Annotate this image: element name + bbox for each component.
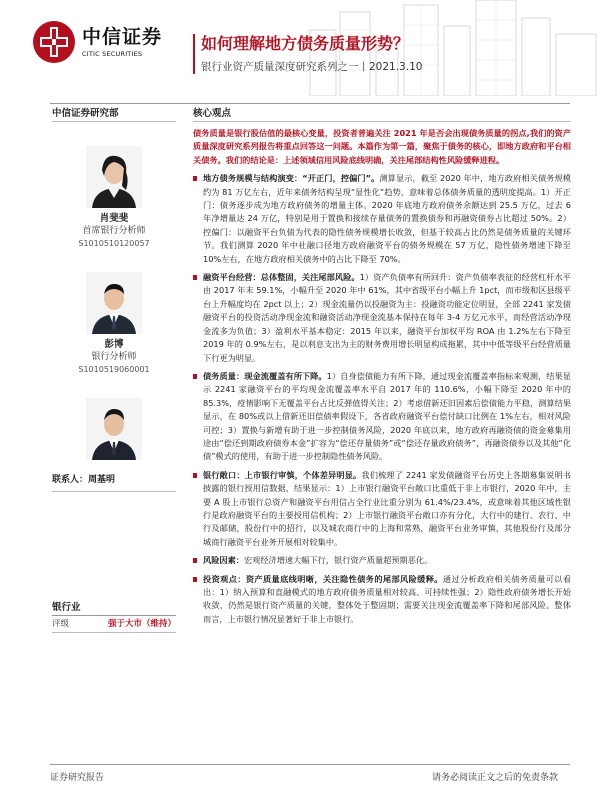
analyst-card	[52, 146, 176, 250]
point-heading: 债务质量：现金流覆盖有所下降。	[203, 370, 327, 381]
bullet-point	[193, 271, 571, 365]
point-body: 测算显示，截至 2020 年中，地方政府相关债务规模约为 81 万亿左右，近年来债务结构呈现“显性化”趋势，意味着总体债务质量的透明度提高。1）开正门：债务逐步成为地方政府债务的增量主体。2020 年底地方政府债务余额达到 25.5 万亿，过去 6 年净增量达 24 万亿，特别是用于置换和接续存量债务的置换债券和再融资债券占比超过 50%。2）控偏门：以融资平台负债为代表的隐性债务规模增长收敛，但基于较高占比仍然是债务质量的关键环节。我们测算 2020 年中社融口径地方政府融资平台的债务规模在 57 万亿，隐性债务增速下降至 10%左右，在地方政府相关债务中的占比下降至 70%。	[203, 173, 571, 264]
point-body: 宏观经济增速大幅下行，银行资产质量超预期恶化。	[243, 555, 433, 566]
bullet-point	[193, 370, 571, 464]
bullet-point	[193, 469, 571, 549]
analyst-license-id: S1010519060001	[78, 365, 150, 374]
analyst-card	[52, 272, 176, 376]
contact-person: 联系人：周基明	[52, 475, 116, 485]
main-content	[193, 106, 571, 626]
contact-divider	[52, 491, 176, 492]
left-sidebar	[52, 106, 176, 492]
point-body: 1）资产负债率有所回升：资产负债率表征的经营杠杆水平由 2017 年末 59.1%，小幅升至 2020 年中 61%，其中省级平台小幅上升 1pct，而市级和区县级平台上升幅度均在 2pct 以上；2）现金流量仍以投融资为主：投融资功能定位明显，全部 2241 家发债融资平台的投资活动净现金流和融资活动净现金流基本保持在每年 3-4 万亿元水平，而经营活动净现金流多为负值；3）盈利水平基本稳定：2015 年以来，融资平台加权平均 ROA 由 1.2%左右下降至 2019 年的 0.9%左右，是以利息支出为主的财务费用增长明显构成拖累，其中中低等级平台经营质量下行更为明显。	[203, 272, 571, 363]
logo-english-name: CITIC SECURITIES	[82, 50, 143, 58]
core-summary: 债务质量是银行股估值的最核心变量，投资者普遍关注 2021 年是否会出现债务质量的拐点,我们的资产质量深度研究系列报告将重点回答这一问题。本篇作为第一篇，聚焦于债务的核心，即地方政府和平台相关债务。我们的结论是：上述领域信用风险底线明确，关注尾部结构性风险缓释进程。	[193, 128, 571, 165]
analyst-photo-icon	[86, 272, 142, 334]
footer-divider	[50, 764, 570, 765]
point-heading: 投资观点：资产质量底线明晰，关注隐性债务的尾部风险缓释。	[203, 573, 443, 584]
analyst-name: 肖斐斐	[99, 213, 129, 224]
point-body: 1）自身偿债能力有所下降，通过现金流覆盖率指标来观测，结果显示 2241 家融资平台的平均现金流覆盖率水平自 2017 年的 110.6%，小幅下降至 2020 年中的 85.3%，疫情影响下无覆盖平台占比反弹值得关注；2）考虑借新还旧因素后偿债能力平稳，测算结果显示，在 80%或以上借新还旧偿债率假设下，各省政府融资平台偿付缺口比例在 1%左右，相对风险可控；3）置换与新增有助于进一步控制债务风险，2020 年底以来，地方政府再融资债的资金募集用途由“偿还到期政府债券本金”扩容为“偿还存量债务”或“偿还存量政府债务”，再融资债券以及其他“化债”模式的使用，有助于进一步控制隐性债务风险。	[203, 370, 571, 462]
point-body: 我们梳理了 2241 家发债融资平台历史上各期募集说明书披露的银行授用信数据，结果显示：1）上市银行融资平台敞口比重低于非上市银行，2020 年中，主要 A 股上市银行总资产和融资平台用信占全行业比重分别为 61.4%/23.4%，或意味着其他区域性银行是政府融资平台的主要授用信机构；2）上市银行融资平台敞口亦有分化，大行中的建行、农行、中行及邮储，股份行中的招行，以及城农商行中的上海和常熟，融资平台业务审慎，其他股份行及部分城商行融资平台业务开展相对较集中。	[203, 469, 571, 547]
analyst-role: 银行分析师	[91, 352, 137, 362]
bullet-point	[193, 172, 571, 266]
rating-label: 评级	[52, 619, 70, 629]
page-header	[0, 0, 600, 96]
industry-title: 银行业	[52, 600, 176, 616]
company-logo	[32, 20, 162, 64]
contact-card	[52, 398, 176, 460]
point-heading: 地方债务规模与结构演变：“开正门，控偏门”。	[203, 173, 380, 184]
header-divider	[50, 103, 570, 104]
analyst-role: 首席银行分析师	[82, 226, 146, 236]
analyst-license-id: S1010510120057	[78, 239, 150, 248]
bullet-point	[193, 573, 571, 627]
report-title-block	[193, 34, 422, 74]
institute-label: 中信证券研究部	[52, 106, 176, 122]
analyst-photo-icon	[86, 146, 142, 208]
report-title: 如何理解地方债务质量形势？	[201, 34, 410, 53]
point-body: 通过分析政府相关债务质量可以看出：1）纳入预算和直融模式的地方政府债务质量相对较高、可持续性强；2）隐性政府债务增长开始收敛，仍然是银行资产质量的关键，整体处于整固期；需要关注现金流覆盖率下降和尾部风险。整体而言，上市银行情况显著好于非上市银行。	[203, 573, 571, 624]
footer-disclaimer: 请务必阅读正文之后的免责条款	[431, 773, 558, 783]
logo-chinese-name: 中信证券	[82, 26, 163, 48]
bullet-point	[193, 554, 571, 567]
contact-photo-icon	[86, 398, 142, 460]
footer-report-type: 证券研究报告	[50, 773, 105, 783]
citic-logo-icon	[32, 20, 76, 64]
rating-row	[52, 616, 176, 633]
section-title: 核心观点	[193, 106, 571, 122]
rating-value: 强于大市（维持）	[107, 619, 176, 629]
analyst-name: 彭博	[104, 339, 124, 350]
point-heading: 融资平台经营：总体整固，关注尾部风险。	[203, 272, 360, 283]
industry-rating-box	[52, 600, 176, 633]
point-heading: 银行敞口：上市银行审慎，个体差异明显。	[203, 469, 362, 480]
report-subtitle: 银行业资产质量深度研究系列之一丨2021.3.10	[201, 61, 423, 73]
point-heading: 风险因素：	[203, 555, 244, 566]
